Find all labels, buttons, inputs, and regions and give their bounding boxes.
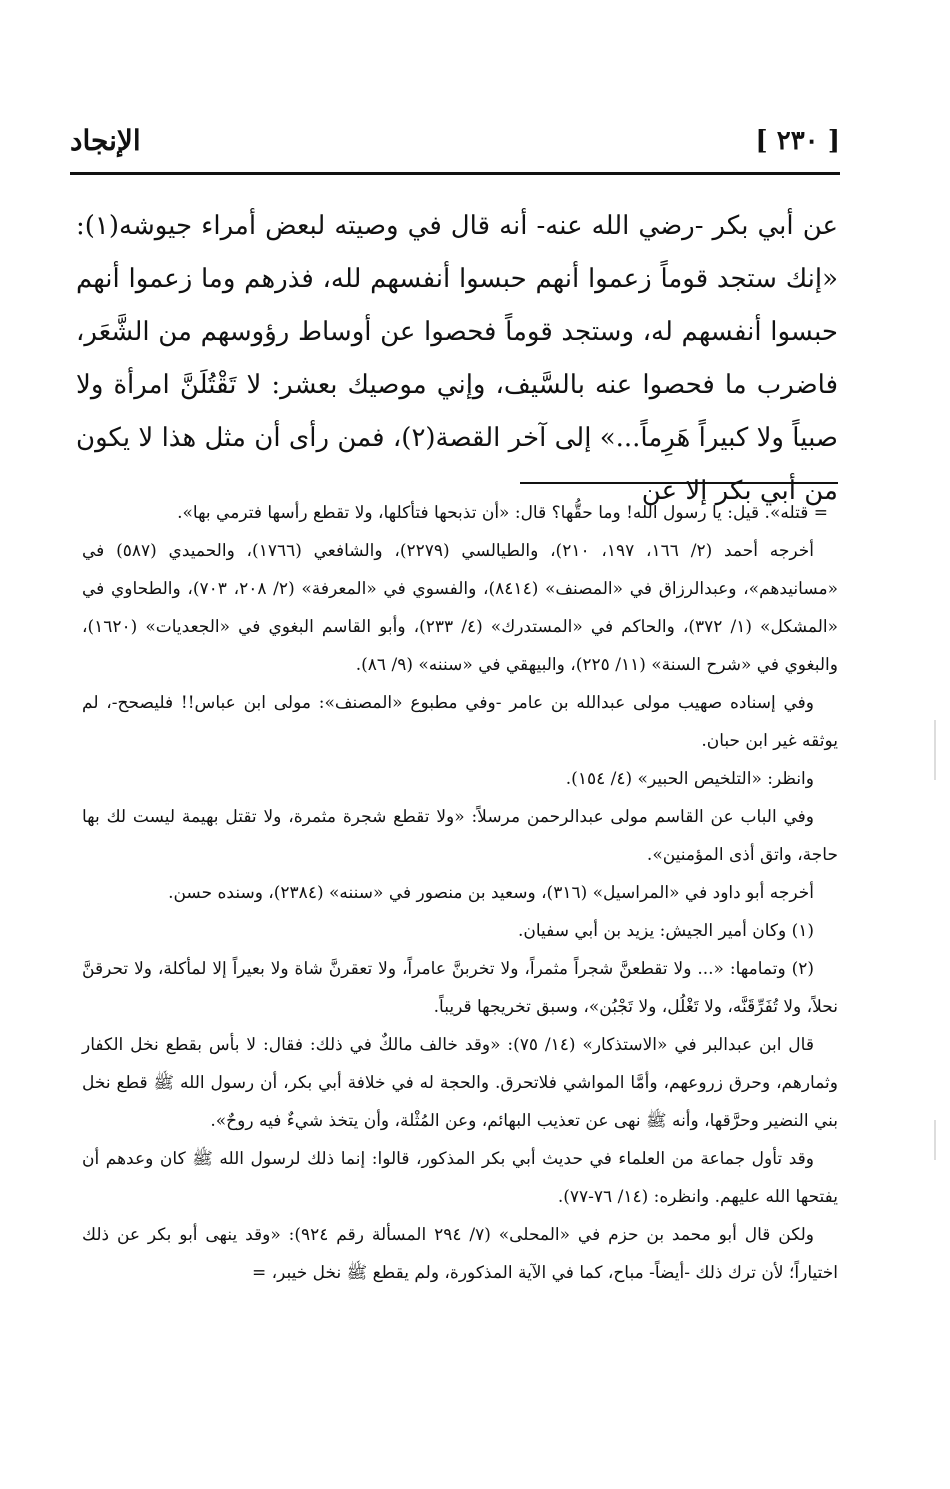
footnote-2: (٢) وتمامها: «... ولا تقطعنَّ شجراً مثمراً، ولا تخربنَّ عامراً، ولا تعقرنَّ شاة ولا بعيراً إلا لمأكلة، ولا تحرقنَّ نحلاً، ولا تُفَرِّقَنَّه، ولا تَغْلُل، ولا تَجْبُن»، وسبق تخريجها قريباً. [82,959,838,1017]
page-header [70,118,840,168]
main-paragraph: عن أبي بكر -رضي الله عنه- أنه قال في وصيته لبعض أمراء جيوشه(١): «إنك ستجد قوماً زعموا أنهم حبسوا أنفسهم لله، فذرهم وما زعموا أنهم حبسوا أنفسهم له، وستجد قوماً فحصوا عن أوساط رؤوسهم من الشَّعَر، فاضرب ما فحصوا عنه بالسَّيف، وإني موصيك بعشر: لا تَقْتُلَنَّ امرأة ولا صبياً ولا كبيراً هَرِماً...» إلى آخر القصة(٢)، فمن رأى أن مثل هذا لا يكون من أبي بكر إلا عن [76,211,838,506]
footnote-paragraph: ولكن قال أبو محمد بن حزم في «المحلى» (٧/ ٢٩٤ المسألة رقم ٩٢٤): «وقد ينهى أبو بكر عن ذلك اختياراً؛ لأن ترك ذلك -أيضاً- مباح، كما في الآية المذكورة، ولم يقطع ﷺ نخل خيبر، = [82,1225,838,1283]
footnote-continuation: = قتله». قيل: يا رسول الله! وما حقُّها؟ قال: «أن تذبحها فتأكلها، ولا تقطع رأسها فترمي بها». [177,503,828,523]
footnote-paragraph: وفي الباب عن القاسم مولى عبدالرحمن مرسلاً: «ولا تقطع شجرة مثمرة، ولا تقتل بهيمة ليست لك بها حاجة، واتق أذى المؤمنين». [82,807,838,865]
scan-edge-mark [934,1120,936,1160]
footnote-separator [520,482,838,484]
footnote-paragraph: وفي إسناده صهيب مولى عبدالله بن عامر -وفي مطبوع «المصنف»: مولى ابن عباس!! فليصحح-، لم يوثقه غير ابن حبان. [82,693,838,751]
page-number: [ ٢٣٠ ] [755,126,840,156]
book-title: الإنجاد [70,124,141,157]
main-text [76,200,838,518]
footnote-1: (١) وكان أمير الجيش: يزيد بن أبي سفيان. [517,921,814,941]
footnotes [82,494,838,1292]
footnote-paragraph: أخرجه أبو داود في «المراسيل» (٣١٦)، وسعيد بن منصور في «سننه» (٢٣٨٤)، وسنده حسن. [168,883,814,903]
footnote-paragraph: وانظر: «التلخيص الحبير» (٤/ ١٥٤). [565,769,814,789]
header-rule [70,172,840,175]
footnote-paragraph: قال ابن عبدالبر في «الاستذكار» (١٤/ ٧٥): «وقد خالف مالكٌ في ذلك: فقال: لا بأس بقطع نخل الكفار وثمارهم، وحرق زروعهم، وأمَّا المواشي فلاتحرق. والحجة له في خلافة أبي بكر، أن رسول الله ﷺ قطع نخل بني النضير وحرَّقها، وأنه ﷺ نهى عن تعذيب البهائم، وعن المُثْلة، وأن يتخذ شيءٌ فيه روحٌ». [82,1035,838,1131]
scan-edge-mark [934,720,936,780]
footnote-paragraph: أخرجه أحمد (٢/ ١٦٦، ١٩٧، ٢١٠)، والطيالسي (٢٢٧٩)، والشافعي (١٧٦٦)، والحميدي (٥٨٧) في «مسانيدهم»، وعبدالرزاق في «المصنف» (٨٤١٤)، والفسوي في «المعرفة» (٢/ ٢٠٨، ٧٠٣)، والطحاوي في «المشكل» (١/ ٣٧٢)، والحاكم في «المستدرك» (٤/ ٢٣٣)، وأبو القاسم البغوي في «الجعديات» (١٦٢٠)، والبغوي في «شرح السنة» (١١/ ٢٢٥)، والبيهقي في «سننه» (٩/ ٨٦). [82,541,839,675]
footnote-paragraph: وقد تأول جماعة من العلماء في حديث أبي بكر المذكور، قالوا: إنما ذلك لرسول الله ﷺ كان وعدهم أن يفتحها الله عليهم. وانظره: (١٤/ ٧٦-٧٧). [82,1149,838,1207]
